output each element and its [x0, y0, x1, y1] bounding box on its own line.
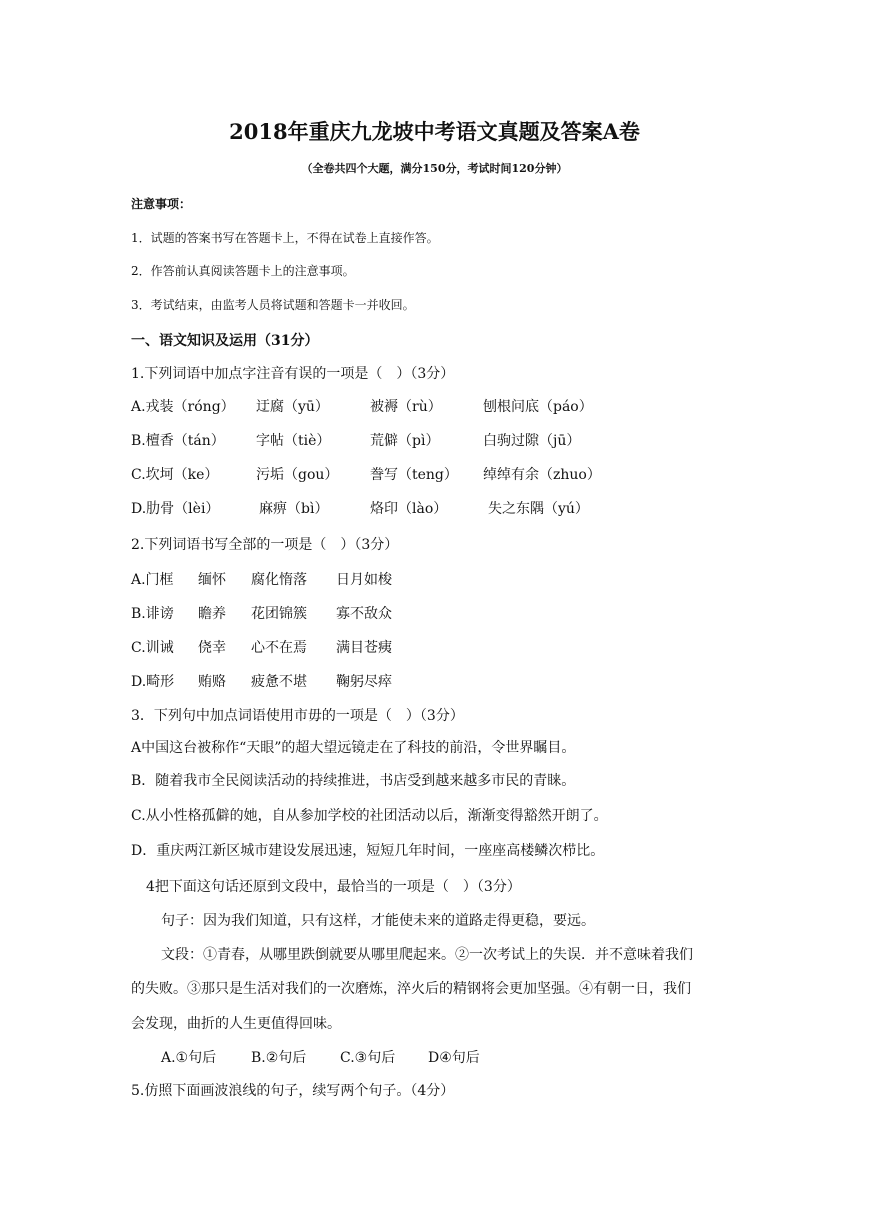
- option-item: D．重庆两江新区城市建设发展迅速，短短几年时间，一座座高楼鳞次栉比。: [131, 843, 605, 859]
- option-item: 麻痹（bì）: [259, 501, 329, 517]
- option-item: B.檀香（tán）: [131, 433, 225, 449]
- option-item: 白驹过隙（jū）: [483, 433, 581, 449]
- option-item: 烙印（lào）: [370, 501, 448, 517]
- question-5-stem: 5.仿照下面画波浪线的句子，续写两个句子。（4分）: [131, 1083, 455, 1099]
- notice-item: 2．作答前认真阅读答题卡上的注意事项。: [131, 264, 355, 278]
- notice-item: 3．考试结束，由监考人员将试题和答题卡一并收回。: [131, 298, 415, 312]
- option-item: 污垢（gou）: [256, 467, 339, 483]
- option-item: C.③句后: [340, 1050, 396, 1066]
- question-2-stem: 2.下列词语书写全部的一项是（ ）（3分）: [131, 537, 399, 553]
- option-item: 失之东隅（yú）: [488, 501, 589, 517]
- page-title: 2018年重庆九龙坡中考语文真题及答案A卷: [229, 119, 640, 144]
- passage-line: 文段：①青春，从哪里跌倒就要从哪里爬起来。②一次考试上的失误．并不意味着我们: [161, 947, 693, 963]
- notice-heading: 注意事项：: [131, 197, 192, 211]
- option-item: 心不在焉: [251, 640, 307, 656]
- option-item: 满目苍痍: [336, 640, 392, 656]
- option-item: D.畸形: [131, 674, 175, 690]
- option-item: 被褥（rù）: [370, 399, 442, 415]
- option-item: A中国这台被称作“天眼”的超大望远镜走在了科技的前沿，令世界瞩目。: [131, 740, 576, 756]
- question-4-stem: 4把下面这句话还原到文段中，最恰当的一项是（ ）（3分）: [146, 879, 521, 895]
- option-item: 腐化惰落: [251, 572, 307, 588]
- option-item: 疲惫不堪: [251, 674, 307, 690]
- option-item: D④句后: [428, 1050, 480, 1066]
- option-item: 瞻养: [198, 606, 226, 622]
- option-item: A.戎装（róng）: [131, 399, 235, 415]
- option-item: 贿赂: [198, 674, 226, 690]
- option-item: D.肋骨（lèi）: [131, 501, 220, 517]
- option-item: C.训诫: [131, 640, 174, 656]
- option-item: B．随着我市全民阅读活动的持续推进，书店受到越来越多市民的青睐。: [131, 773, 576, 789]
- option-item: 字帖（tiè）: [256, 433, 331, 449]
- exam-info: （全卷共四个大题，满分150分，考试时间120分钟）: [301, 162, 568, 175]
- option-item: B.②句后: [251, 1050, 307, 1066]
- option-item: 刨根问底（páo）: [483, 399, 593, 415]
- option-item: A.门框: [131, 572, 174, 588]
- question-3-stem: 3．下列句中加点词语使用市毋的一项是（ ）（3分）: [131, 708, 464, 724]
- option-item: 绰绰有余（zhuo）: [483, 467, 601, 483]
- option-item: 花团锦簇: [251, 606, 307, 622]
- option-item: A.①句后: [161, 1050, 217, 1066]
- section-heading: 一、语文知识及运用（31分）: [131, 333, 319, 349]
- question-4-sentence: 句子：因为我们知道，只有这样，才能使未来的道路走得更稳，要远。: [161, 913, 595, 929]
- option-item: 日月如梭: [336, 572, 392, 588]
- passage-line: 的失败。③那只是生活对我们的一次磨炼，淬火后的精钢将会更加坚强。④有朝一日，我们: [131, 981, 691, 997]
- option-item: C.从小性格孤僻的她，自从参加学校的社团活动以后，渐渐变得豁然开朗了。: [131, 808, 608, 824]
- option-item: 缅怀: [198, 572, 226, 588]
- option-item: 侥幸: [198, 640, 226, 656]
- option-item: 誊写（teng）: [370, 467, 458, 483]
- option-item: 迂腐（yū）: [256, 399, 329, 415]
- option-item: C.坎坷（ke）: [131, 467, 219, 483]
- option-item: 鞠躬尽瘁: [336, 674, 392, 690]
- notice-item: 1．试题的答案书写在答题卡上，不得在试卷上直接作答。: [131, 231, 439, 245]
- option-item: 荒僻（pì）: [370, 433, 440, 449]
- option-item: B.诽谤: [131, 606, 174, 622]
- option-item: 寡不敌众: [336, 606, 392, 622]
- passage-line: 会发现，曲折的人生更值得回味。: [131, 1016, 341, 1032]
- question-1-stem: 1.下列词语中加点字注音有误的一项是（ ）（3分）: [131, 366, 455, 382]
